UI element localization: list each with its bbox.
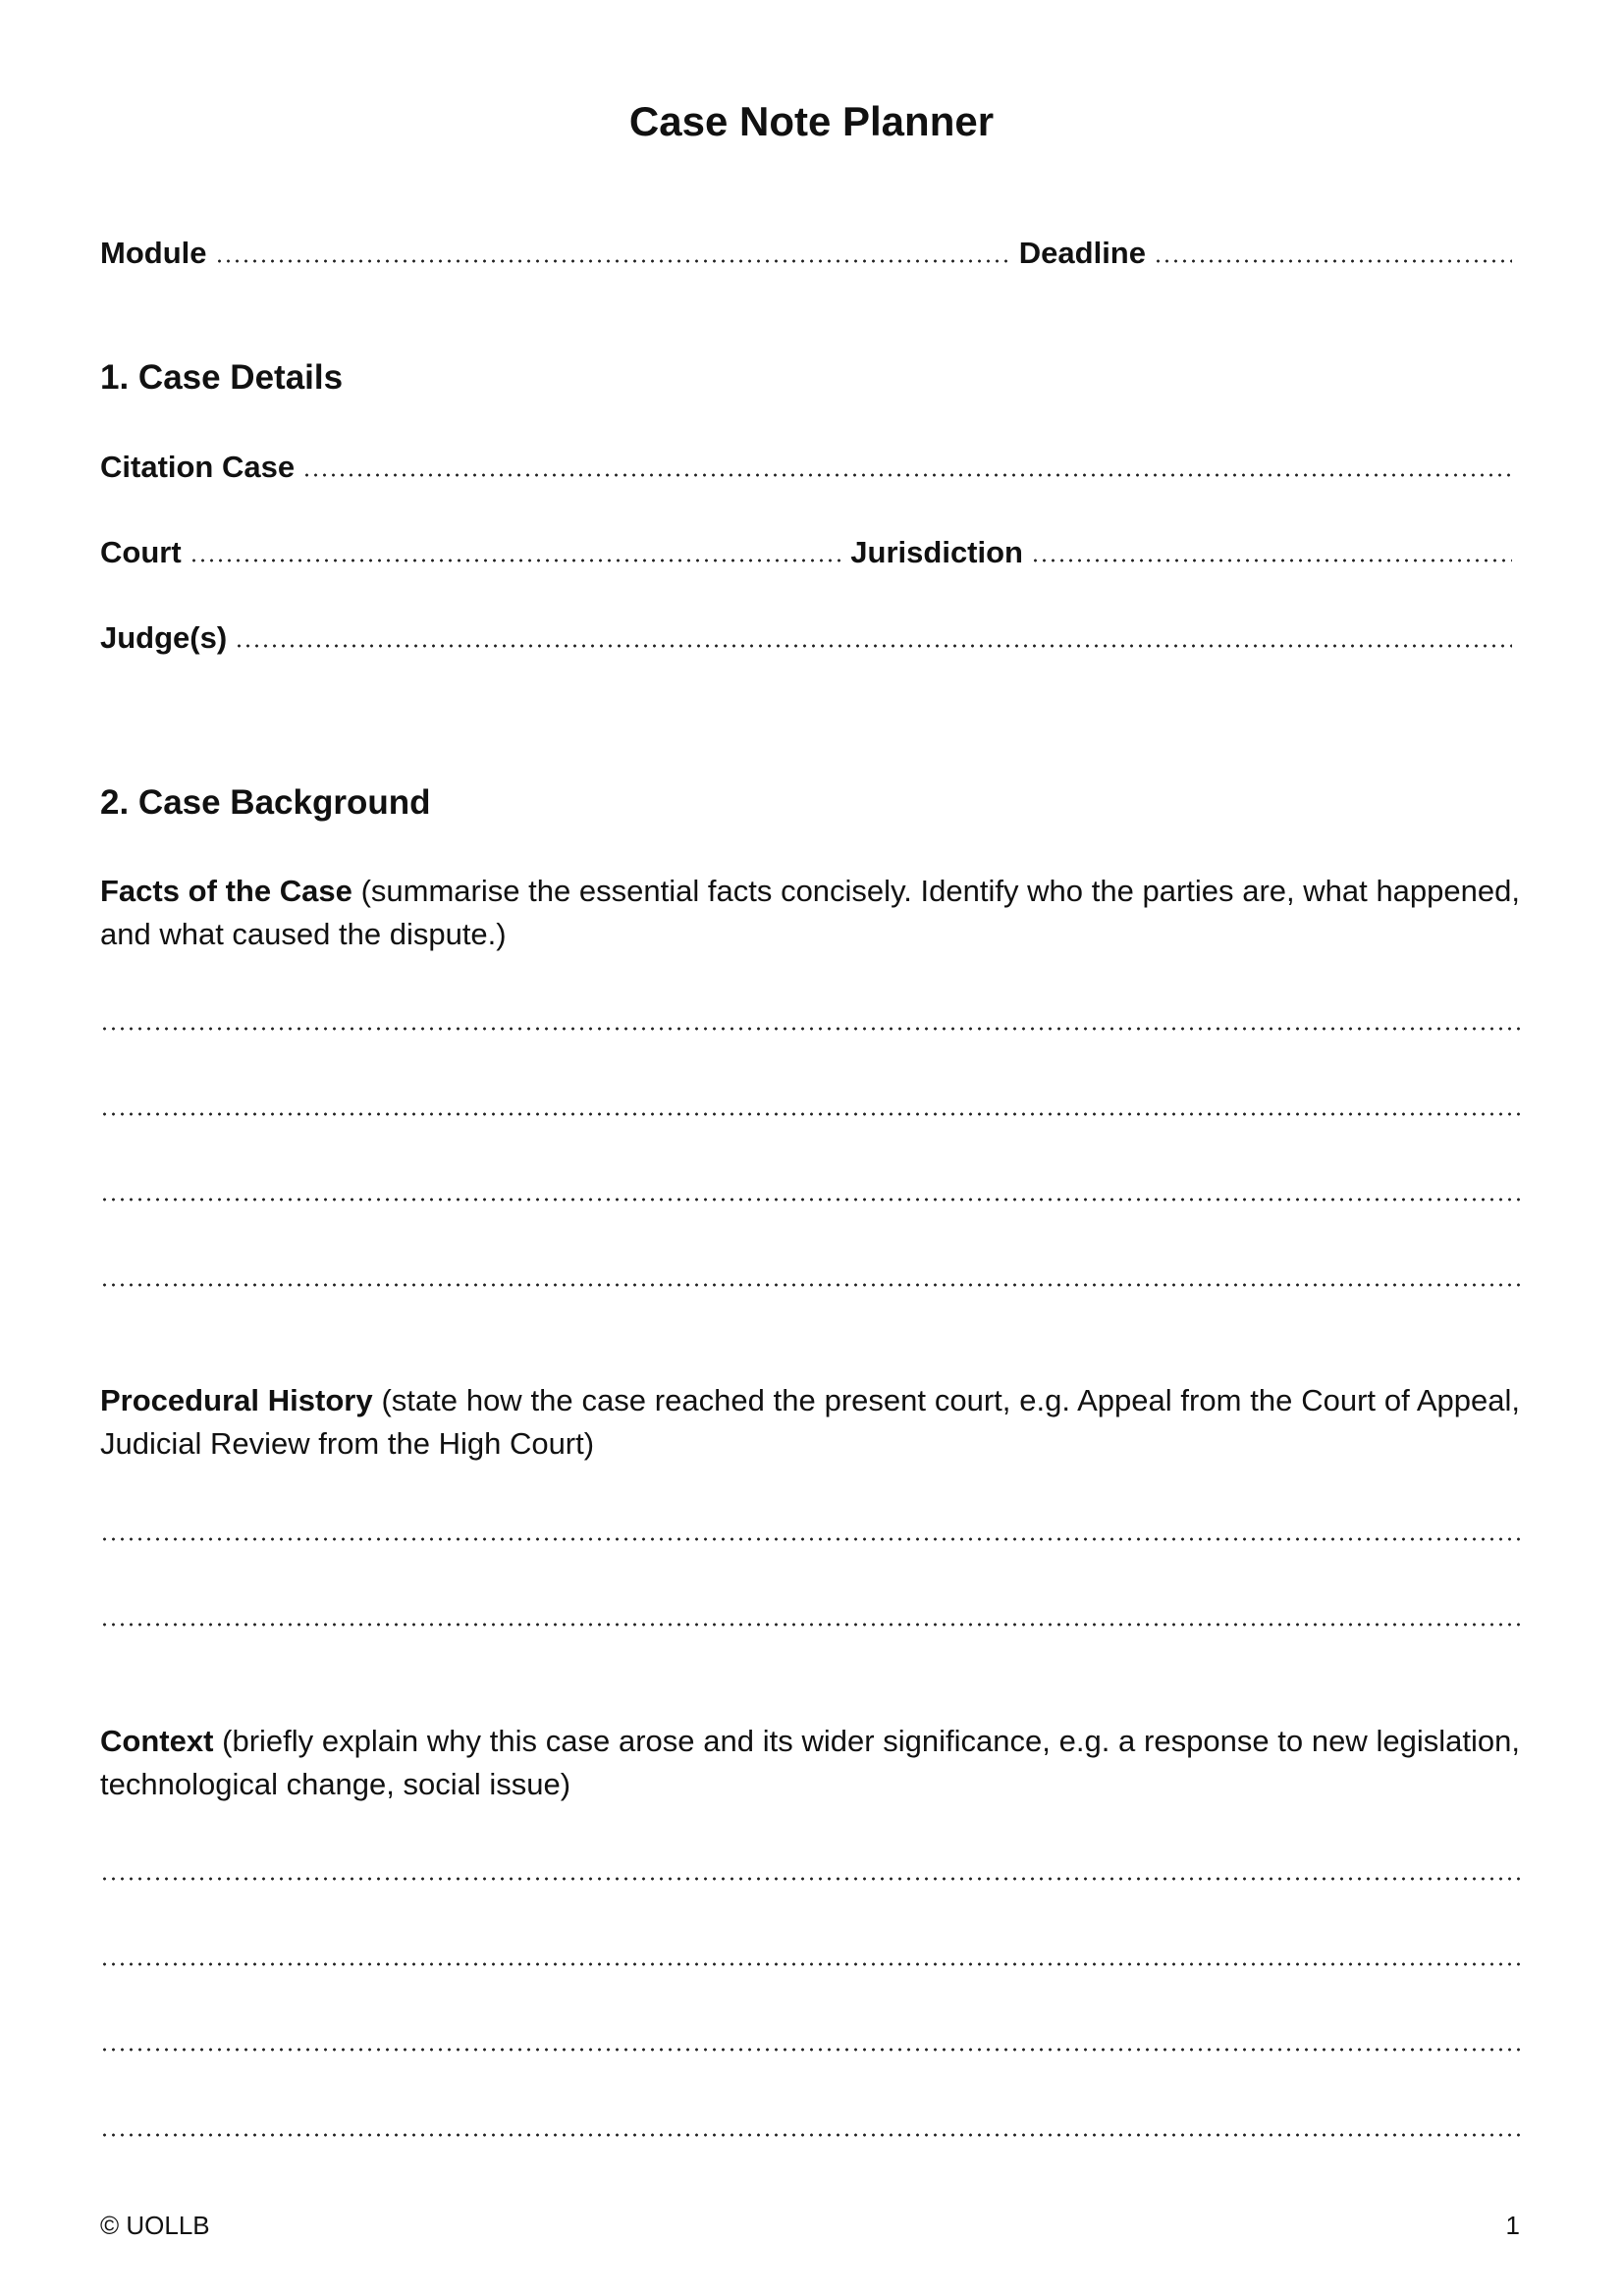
jurisdiction-field[interactable] [1031, 559, 1512, 562]
court-label: Court [100, 535, 182, 569]
facts-line[interactable] [100, 1027, 1520, 1031]
context-prompt [100, 1720, 1520, 1806]
procedural-line[interactable] [100, 1623, 1520, 1627]
judges-field[interactable] [235, 644, 1512, 648]
section-1-heading: 1. Case Details [100, 358, 344, 397]
deadline-field[interactable] [1154, 259, 1512, 263]
context-line[interactable] [100, 2133, 1520, 2137]
facts-instruction: (summarise the essential facts concisely. Identify who the parties are, what happened, and what caused the dispute.) [100, 874, 1520, 951]
module-deadline-row [100, 236, 1520, 271]
module-field[interactable] [215, 259, 1011, 263]
jurisdiction-label: Jurisdiction [850, 535, 1023, 569]
facts-line[interactable] [100, 1112, 1520, 1116]
facts-line[interactable] [100, 1198, 1520, 1201]
context-line[interactable] [100, 2048, 1520, 2052]
context-label: Context [100, 1724, 214, 1758]
procedural-label: Procedural History [100, 1383, 373, 1417]
context-line[interactable] [100, 1962, 1520, 1966]
procedural-prompt [100, 1379, 1520, 1466]
citation-field[interactable] [302, 473, 1512, 477]
judges-label: Judge(s) [100, 620, 228, 655]
page-title: Case Note Planner [628, 98, 995, 144]
facts-prompt [100, 870, 1520, 956]
facts-line[interactable] [100, 1283, 1520, 1287]
page-number: 1 [1505, 2211, 1520, 2240]
citation-row [100, 450, 1520, 485]
section-2-heading: 2. Case Background [100, 783, 431, 822]
judges-row [100, 620, 1520, 656]
context-line[interactable] [100, 1877, 1520, 1881]
deadline-label: Deadline [1018, 236, 1146, 270]
citation-label: Citation Case [100, 450, 296, 484]
context-instruction: (briefly explain why this case arose and its wider significance, e.g. a response to new legislation, technological change, social issue) [100, 1724, 1520, 1801]
court-jurisdiction-row [100, 535, 1520, 570]
footer-copyright: © UOLLB [100, 2211, 210, 2240]
procedural-instruction: (state how the case reached the present court, e.g. Appeal from the Court of Appeal, Judicial Review from the High Court) [100, 1383, 1520, 1461]
facts-label: Facts of the Case [100, 874, 352, 908]
court-field[interactable] [189, 559, 843, 562]
procedural-line[interactable] [100, 1537, 1520, 1541]
module-label: Module [100, 236, 207, 270]
